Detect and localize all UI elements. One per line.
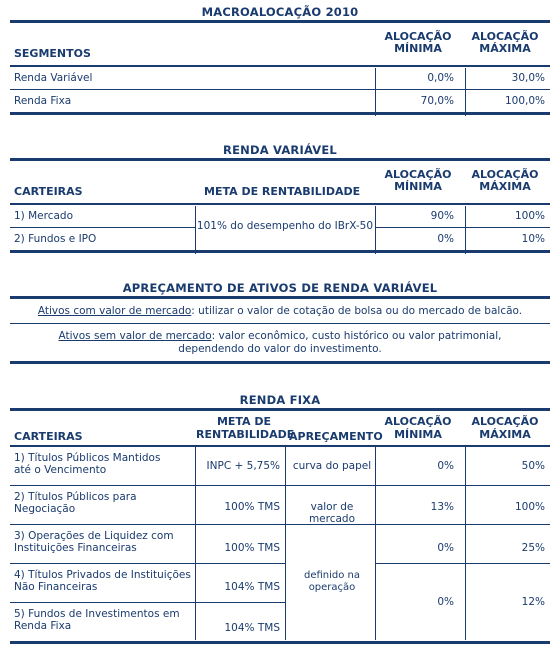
divider bbox=[465, 206, 466, 254]
macro-col-min: ALOCAÇÃO MÍNIMA bbox=[384, 30, 452, 55]
aprec-text-1: : utilizar o valor de cotação de bolsa ou do mercado de balcão. bbox=[191, 305, 523, 317]
macro-bottom-rule bbox=[10, 112, 550, 115]
macro-col-segmentos: SEGMENTOS bbox=[14, 47, 91, 60]
rf-row-min: 0% bbox=[437, 460, 454, 472]
macro-title: MACROALOCAÇÃO 2010 bbox=[201, 5, 359, 19]
rf-row-min: 0% bbox=[437, 542, 454, 554]
table-row bbox=[10, 603, 550, 641]
rf-row-meta: 104% TMS bbox=[224, 581, 280, 593]
aprec-section bbox=[10, 280, 550, 364]
rv-col-max: ALOCAÇÃO MÁXIMA bbox=[471, 168, 539, 193]
rf-row-label: 5) Fundos de Investimentos em Renda Fixa bbox=[14, 608, 180, 632]
table-row bbox=[10, 447, 550, 485]
macro-row-min: 70,0% bbox=[420, 95, 454, 107]
rf-row-meta: INPC + 5,75% bbox=[206, 460, 280, 472]
table-row bbox=[10, 525, 550, 563]
rf-row-meta: 104% TMS bbox=[224, 622, 280, 634]
rf-header bbox=[10, 411, 550, 445]
rf-row-label: 1) Títulos Públicos Mantidos até o Vencimento bbox=[14, 452, 161, 476]
rf-merged-min: 0% bbox=[437, 596, 454, 608]
rf-bottom-rule bbox=[10, 641, 550, 644]
rv-bottom-rule bbox=[10, 250, 550, 253]
rf-row-aprec: valor de mercado bbox=[308, 501, 356, 525]
table-row bbox=[10, 67, 550, 89]
aprec-text-2b: dependendo do valor do investimento. bbox=[178, 343, 382, 355]
rv-row-max: 10% bbox=[521, 233, 545, 245]
aprec-title: APREÇAMENTO DE ATIVOS DE RENDA VARIÁVEL bbox=[122, 281, 438, 295]
aprec-line-1 bbox=[10, 299, 550, 323]
rf-merged-aprec: definido na operação bbox=[303, 570, 361, 593]
rf-merged-max: 12% bbox=[521, 596, 545, 608]
rf-row-aprec: curva do papel bbox=[292, 460, 372, 472]
rv-row-label: 1) Mercado bbox=[14, 210, 74, 222]
aprec-term-1: Ativos com valor de mercado bbox=[37, 305, 192, 317]
divider bbox=[195, 447, 196, 640]
rf-col-meta: META DE RENTABILIDADE bbox=[196, 415, 295, 441]
rv-row-max: 100% bbox=[514, 210, 545, 222]
rv-title: RENDA VARIÁVEL bbox=[223, 143, 337, 157]
divider bbox=[375, 206, 376, 254]
rf-row-label: 2) Títulos Públicos para Negociação bbox=[14, 491, 137, 515]
rf-col-min: ALOCAÇÃO MÍNIMA bbox=[384, 415, 452, 441]
rv-col-carteiras: CARTEIRAS bbox=[14, 185, 83, 198]
rf-row-label: 4) Títulos Privados de Instituições Não Financeiras bbox=[14, 569, 191, 593]
rf-row-max: 25% bbox=[521, 542, 545, 554]
rf-row-max: 50% bbox=[521, 460, 545, 472]
aprec-term-2: Ativos sem valor de mercado bbox=[58, 330, 212, 342]
aprec-text-2: : valor econômico, custo histórico ou valor patrimonial, bbox=[211, 330, 502, 342]
rf-section bbox=[10, 392, 550, 644]
rf-row-max: 100% bbox=[514, 501, 545, 513]
macro-header bbox=[10, 23, 550, 65]
rv-row-min: 90% bbox=[430, 210, 454, 222]
rf-col-max: ALOCAÇÃO MÁXIMA bbox=[471, 415, 539, 441]
macro-row-max: 30,0% bbox=[511, 72, 545, 84]
rf-title: RENDA FIXA bbox=[239, 393, 321, 407]
rv-section bbox=[10, 142, 550, 253]
rf-row-min: 13% bbox=[430, 501, 454, 513]
rf-row-meta: 100% TMS bbox=[224, 542, 280, 554]
rv-row-min: 0% bbox=[437, 233, 454, 245]
rv-header bbox=[10, 161, 550, 203]
divider bbox=[465, 68, 466, 116]
aprec-line-2 bbox=[10, 324, 550, 356]
rf-row-label: 3) Operações de Liquidez com Instituições Financeiras bbox=[14, 530, 174, 554]
macro-col-max: ALOCAÇÃO MÁXIMA bbox=[471, 30, 539, 55]
divider bbox=[195, 206, 196, 254]
divider bbox=[375, 68, 376, 116]
macro-section bbox=[10, 4, 550, 115]
divider bbox=[465, 447, 466, 640]
rf-row-meta: 100% TMS bbox=[224, 501, 280, 513]
aprec-bottom-rule bbox=[10, 361, 550, 364]
rv-col-meta: META DE RENTABILIDADE bbox=[204, 185, 361, 198]
rf-col-aprec: APREÇAMENTO bbox=[289, 430, 383, 443]
divider bbox=[285, 447, 286, 640]
macro-row-label: Renda Fixa bbox=[14, 95, 72, 107]
rf-col-carteiras: CARTEIRAS bbox=[14, 430, 83, 443]
table-row bbox=[10, 90, 550, 112]
macro-row-max: 100,0% bbox=[504, 95, 545, 107]
rv-row-label: 2) Fundos e IPO bbox=[14, 233, 97, 245]
rv-col-min: ALOCAÇÃO MÍNIMA bbox=[384, 168, 452, 193]
macro-row-min: 0,0% bbox=[427, 72, 454, 84]
divider bbox=[375, 447, 376, 640]
macro-row-label: Renda Variável bbox=[14, 72, 93, 84]
rv-meta-text: 101% do desempenho do IBrX-50 bbox=[196, 220, 374, 232]
table-row bbox=[10, 486, 550, 524]
